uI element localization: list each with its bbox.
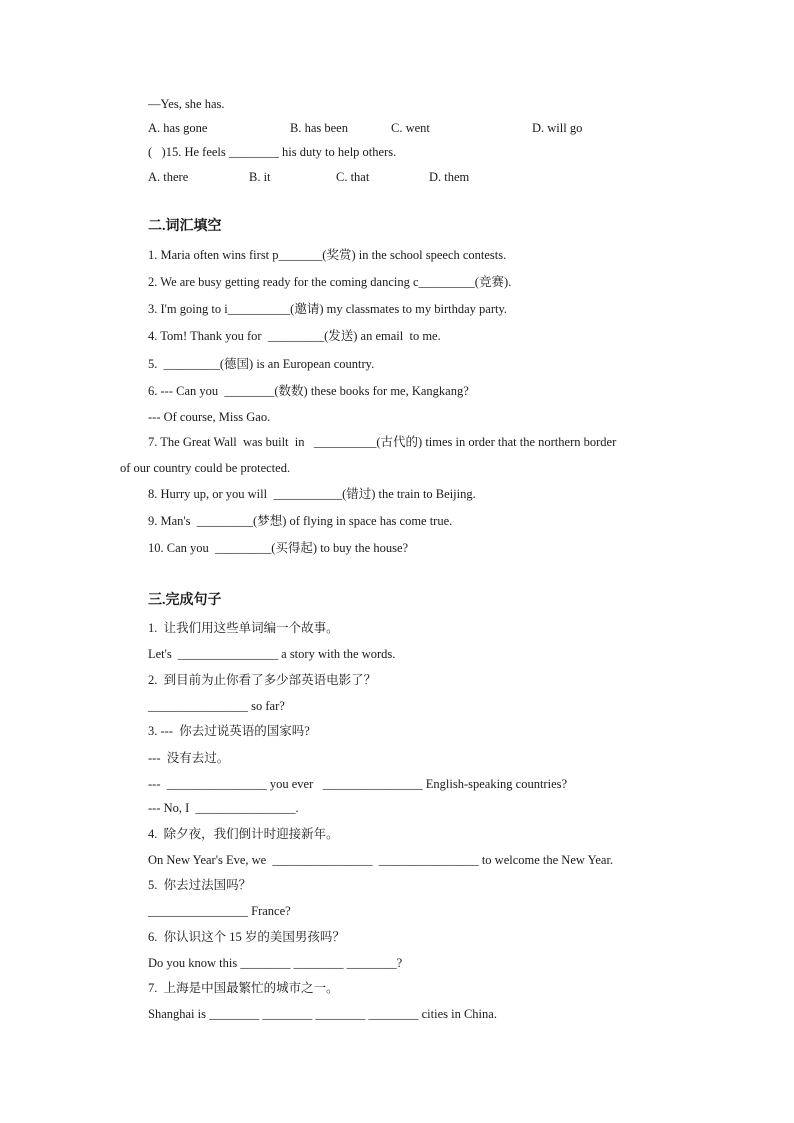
sentence-blank-line: On New Year's Eve, we ________________ ________________ to welcome the New Year. [148, 853, 614, 867]
option-b: B. has been [290, 121, 348, 135]
vocab-item-reply: --- Of course, Miss Gao. [148, 410, 271, 424]
option-c: C. that [336, 170, 370, 184]
option-d: D. will go [532, 121, 583, 135]
sentence-blank-line: Shanghai is ________ ________ ________ ________ cities in China. [148, 1007, 497, 1021]
option-d: D. them [429, 170, 470, 184]
sentence-blank-line: ________________ France? [148, 904, 291, 918]
section-title-vocabulary: 二.词汇填空 [148, 219, 222, 234]
sentence-prompt: 7. 上海是中国最繁忙的城市之一。 [148, 981, 339, 995]
question-15-stem: ( )15. He feels ________ his duty to help others. [148, 145, 397, 159]
sentence-prompt: 4. 除夕夜，我们倒计时迎接新年。 [148, 827, 339, 841]
answer-line: —Yes, she has. [148, 97, 225, 111]
section-title-complete-sentences: 三.完成句子 [148, 593, 222, 608]
sentence-blank-line: ________________ so far? [148, 699, 285, 713]
sentence-blank-line: --- No, I ________________. [148, 801, 299, 815]
vocab-item: 4. Tom! Thank you for _________(发送) an email to me. [148, 329, 441, 343]
vocab-item-continuation: of our country could be protected. [120, 461, 291, 475]
vocab-item: 8. Hurry up, or you will ___________(错过) the train to Beijing. [148, 487, 476, 501]
sentence-prompt: --- 没有去过。 [148, 751, 230, 765]
vocab-item: 2. We are busy getting ready for the coming dancing c_________(竞赛). [148, 275, 512, 289]
sentence-blank-line: Do you know this ________ ________ ________? [148, 956, 403, 970]
sentence-prompt: 6. 你认识这个 15 岁的美国男孩吗？ [148, 930, 345, 944]
option-a: A. there [148, 170, 189, 184]
option-c: C. went [391, 121, 430, 135]
vocab-item: 3. I'm going to i__________(邀请) my classmates to my birthday party. [148, 302, 508, 316]
vocab-item: 9. Man's _________(梦想) of flying in space has come true. [148, 514, 453, 528]
sentence-prompt: 1. 让我们用这些单词编一个故事。 [148, 621, 339, 635]
sentence-prompt: 3. --- 你去过说英语的国家吗? [148, 724, 310, 738]
sentence-blank-line: --- ________________ you ever ________________ English-speaking countries? [148, 777, 568, 791]
sentence-prompt: 2. 到目前为止你看了多少部英语电影了？ [148, 673, 377, 687]
vocab-item: 1. Maria often wins first p_______(奖赏) in the school speech contests. [148, 248, 507, 262]
option-b: B. it [249, 170, 271, 184]
option-a: A. has gone [148, 121, 208, 135]
vocab-item: 10. Can you _________(买得起) to buy the house? [148, 541, 409, 555]
vocab-item: 6. --- Can you ________(数数) these books for me, Kangkang? [148, 384, 469, 398]
sentence-prompt: 5. 你去过法国吗？ [148, 878, 252, 892]
vocab-item: 7. The Great Wall was built in __________(古代的) times in order that the northern border [148, 435, 617, 449]
vocab-item: 5. _________(德国) is an European country. [148, 357, 375, 371]
sentence-blank-line: Let's ________________ a story with the words. [148, 647, 396, 661]
